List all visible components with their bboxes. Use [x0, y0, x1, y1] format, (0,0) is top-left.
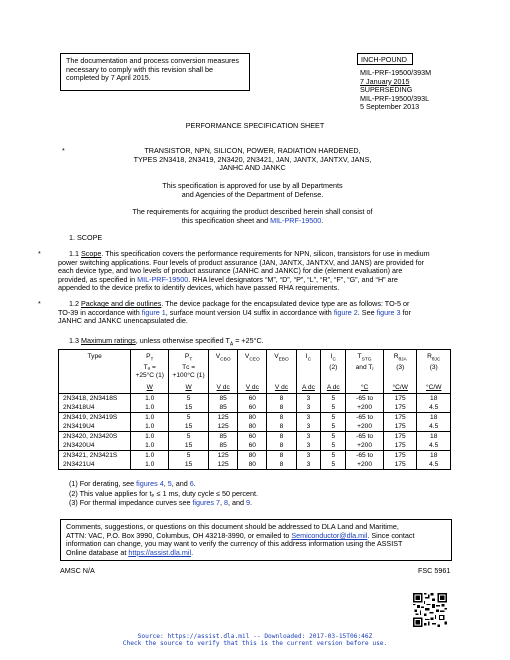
- unit-label: W: [146, 384, 153, 392]
- table-cell: 15: [169, 403, 209, 413]
- comments-line-2: ATTN: VAC, P.O. Box 3990, Columbus, OH 43218-3990, or emailed to: [66, 530, 292, 540]
- table-cell: 125: [209, 422, 238, 432]
- table-cell: 18: [417, 451, 451, 461]
- header-subscript: C: [332, 357, 336, 363]
- table-cell: 3: [296, 422, 321, 432]
- table-row: [59, 451, 451, 461]
- figure-1-link[interactable]: figure 1: [141, 307, 166, 317]
- table-cell: +200: [346, 403, 384, 413]
- header-main: P: [184, 353, 190, 360]
- p13-end: = +25°C.: [233, 336, 264, 345]
- p13-text: , unless otherwise specified T: [135, 336, 230, 345]
- table-cell: 80: [238, 413, 267, 423]
- table-cell: 4.5: [417, 460, 451, 470]
- table-cell: 175: [383, 403, 416, 413]
- table-cell: 1.0: [131, 432, 169, 442]
- comments-line-2b: . Since contact: [367, 530, 415, 540]
- inch-pound-label: INCH-POUND: [361, 55, 407, 64]
- table-cell: 18: [417, 394, 451, 404]
- unit-cell: [383, 383, 416, 394]
- header-main: I: [305, 353, 308, 360]
- unit-cell: [131, 383, 169, 394]
- header-detail: +100°C (1): [172, 371, 205, 379]
- header-subscript: C: [307, 357, 312, 363]
- document-id-block: [360, 69, 431, 112]
- table-header-row: [59, 350, 451, 384]
- amsc-label: AMSC N/A: [60, 566, 95, 575]
- unit-cell: [417, 383, 451, 394]
- table-cell: 80: [238, 451, 267, 461]
- p12-line-2b: , surface mount version U4 suffix in accordance with: [165, 307, 334, 317]
- unit-cell: [209, 383, 238, 394]
- table-cell: 60: [238, 441, 267, 451]
- comments-line-3: information can change, you may want to verify the currency of this address information using the ASSIST: [66, 539, 403, 549]
- header-main: R: [427, 353, 432, 360]
- table-cell: 1.0: [131, 394, 169, 404]
- note-1-sep: ,: [163, 479, 168, 488]
- approval-line-2: and Agencies of the Department of Defense.: [181, 189, 324, 199]
- header-subscript: θJA: [398, 357, 407, 363]
- paragraph-1-2: [58, 300, 458, 326]
- table-cell: 5: [321, 441, 346, 451]
- column-header: [321, 350, 346, 384]
- p12-title: Package and die outlines: [81, 299, 162, 308]
- header-main: V: [215, 353, 221, 360]
- table-cell: 15: [169, 441, 209, 451]
- header-main: V: [244, 353, 250, 360]
- header-main: T: [357, 353, 362, 360]
- unit-cell: [296, 383, 321, 394]
- header-main: P: [146, 353, 151, 360]
- table-cell: 125: [209, 413, 238, 423]
- table-cell: 15: [169, 422, 209, 432]
- unit-label: °C: [360, 384, 369, 392]
- table-cell: 5: [321, 403, 346, 413]
- table-cell: 8: [267, 422, 296, 432]
- p11-mil-prf-link[interactable]: MIL-PRF-19500: [137, 274, 189, 284]
- table-cell: 175: [383, 413, 416, 423]
- column-header: [296, 350, 321, 384]
- page-title: PERFORMANCE SPECIFICATION SHEET: [185, 121, 325, 130]
- paragraph-1-1: [58, 250, 458, 293]
- unit-label: W: [185, 384, 192, 392]
- p12-line-1: . The device package for the encapsulated device type are as follows: TO-5 or: [161, 299, 410, 308]
- table-cell: 175: [383, 451, 416, 461]
- note-3: (3) For thermal impedance curves see: [69, 498, 193, 508]
- p11-line-5: appended to the device prefix to identify devices, which have passed RHA requirements.: [58, 283, 340, 293]
- assist-url-link[interactable]: https://assist.dla.mil: [128, 547, 192, 557]
- table-cell: 85: [209, 432, 238, 442]
- table-cell: -65 to: [346, 413, 384, 423]
- p13-subscript: A: [229, 341, 234, 348]
- table-cell: 1.0: [131, 451, 169, 461]
- header-detail: and Tⱼ: [355, 363, 374, 371]
- unit-cell: [238, 383, 267, 394]
- table-cell: 125: [209, 460, 238, 470]
- table-cell: 1.0: [131, 441, 169, 451]
- table-row: [59, 432, 451, 442]
- header-detail: Tₐ =: [143, 363, 156, 371]
- header-subscript: EBO: [278, 357, 289, 363]
- comments-box: [60, 519, 452, 561]
- scope-heading: 1. SCOPE: [69, 233, 103, 242]
- unit-cell: [169, 383, 209, 394]
- table-cell: 3: [296, 432, 321, 442]
- subject-line-3: JANHC AND JANKC: [219, 163, 286, 173]
- column-header: [383, 350, 416, 384]
- requirements-line-2: [80, 217, 425, 226]
- table-row: [59, 413, 451, 423]
- revision-note-box: [60, 53, 250, 91]
- header-main: V: [274, 353, 279, 360]
- table-cell: 8: [267, 413, 296, 423]
- unit-label: °C/W: [425, 384, 442, 392]
- table-cell: -65 to: [346, 432, 384, 442]
- table-cell: +200: [346, 422, 384, 432]
- table-cell: 1.0: [131, 413, 169, 423]
- change-asterisk: *: [38, 249, 41, 258]
- table-cell: +200: [346, 441, 384, 451]
- table-cell: 4.5: [417, 422, 451, 432]
- header-detail: (2): [329, 363, 338, 371]
- column-header: [267, 350, 296, 384]
- email-link[interactable]: Semiconductor@dla.mil: [291, 530, 368, 540]
- table-cell: 8: [267, 441, 296, 451]
- unit-cell: [321, 383, 346, 394]
- table-cell: 5: [321, 394, 346, 404]
- note-3-end: .: [250, 498, 252, 508]
- table-cell: 8: [267, 394, 296, 404]
- footer-line-2: Check the source to verify that this is the current version before use.: [122, 640, 388, 647]
- column-header: [209, 350, 238, 384]
- table-cell: 18: [417, 432, 451, 442]
- table-row: [59, 403, 451, 413]
- download-footer: [0, 633, 510, 647]
- table-cell: 5: [169, 413, 209, 423]
- p12-line-3: JANHC and JANKC unencapsulated die.: [58, 316, 188, 326]
- table-cell: 2N3421U4: [59, 460, 131, 470]
- table-cell: 2N3419U4: [59, 422, 131, 432]
- table-cell: 5: [169, 432, 209, 442]
- table-cell: 3: [296, 441, 321, 451]
- table-cell: 85: [209, 441, 238, 451]
- figure-2-link[interactable]: figure 2: [333, 307, 358, 317]
- requirements-line-1: The requirements for acquiring the product described herein shall consist of: [132, 207, 373, 216]
- table-cell: 2N3420, 2N3420S: [59, 432, 131, 442]
- column-header: [169, 350, 209, 384]
- unit-label: °C/W: [392, 384, 408, 392]
- header-subscript: θJC: [431, 357, 441, 363]
- table-notes: [69, 480, 258, 508]
- table-cell: 1.0: [131, 403, 169, 413]
- table-cell: 3: [296, 403, 321, 413]
- table-cell: 175: [383, 441, 416, 451]
- table-cell: 8: [267, 451, 296, 461]
- table-cell: -65 to: [346, 394, 384, 404]
- doc-id: MIL-PRF-19500/393M: [360, 68, 432, 77]
- p13-title: Maximum ratings: [81, 336, 136, 345]
- unit-cell: [346, 383, 384, 394]
- maximum-ratings-table: [58, 349, 451, 470]
- superseding-label: SUPERSEDING: [360, 85, 413, 95]
- figure-6-link[interactable]: 6: [189, 479, 194, 488]
- unit-label: V dc: [245, 384, 259, 392]
- table-cell: 80: [238, 422, 267, 432]
- header-subscript: T: [189, 357, 193, 363]
- p12-line-2c: . See: [357, 307, 377, 317]
- table-row: [59, 422, 451, 432]
- table-cell: 5: [321, 413, 346, 423]
- comments-line-1: Comments, suggestions, or questions on this document should be addressed to DLA Land and Maritime,: [66, 522, 399, 531]
- note-1: (1) For derating, see: [69, 479, 137, 488]
- figure-5-link[interactable]: 5: [167, 479, 172, 488]
- note-1-end: .: [193, 479, 196, 488]
- footer-line-1: Source: https://assist.dla.mil -- Downloaded: 2017-03-15T06:46Z: [137, 633, 373, 640]
- old-doc-date: 5 September 2013: [360, 102, 420, 112]
- change-asterisk: *: [62, 146, 65, 155]
- figure-7-link[interactable]: figures 7: [192, 498, 221, 508]
- p11-line-4: provided, as specified in: [58, 274, 138, 284]
- table-cell: 1.0: [131, 460, 169, 470]
- p11-line-3: each device type, and two levels of product assurance (JANHC and JANKC) for die (element evaluation) are: [58, 266, 403, 276]
- figure-8-link[interactable]: 8: [224, 498, 229, 508]
- table-cell: 4.5: [417, 403, 451, 413]
- table-cell: 2N3418, 2N3418S: [59, 394, 131, 404]
- unit-cell: [59, 383, 131, 394]
- column-header: [131, 350, 169, 384]
- p11-line-1: . This specification covers the performance requirements for NPN, silicon, transistors for use in medium: [101, 249, 430, 258]
- table-cell: 5: [169, 451, 209, 461]
- header-main: R: [393, 353, 399, 360]
- table-cell: 60: [238, 403, 267, 413]
- table-cell: 175: [383, 460, 416, 470]
- figure-3-link[interactable]: figure 3: [376, 307, 401, 317]
- subject-line-2: TYPES 2N3418, 2N3419, 2N3420, 2N3421, JAN, JANTX, JANTXV, JANS,: [133, 154, 372, 164]
- change-asterisk: *: [38, 299, 41, 308]
- approval-line-1: This specification is approved for use by all Departments: [162, 181, 343, 190]
- column-header: [59, 350, 131, 384]
- requirements-end: .: [321, 215, 324, 225]
- p11-number: 1.1: [69, 249, 81, 258]
- table-row: [59, 441, 451, 451]
- header-subscript: STG: [361, 357, 372, 363]
- table-cell: 60: [238, 432, 267, 442]
- unit-cell: [267, 383, 296, 394]
- p12-number: 1.2: [69, 299, 81, 308]
- unit-label: A dc: [302, 384, 315, 392]
- p12-line-2a: TO-39 in accordance with: [58, 307, 142, 317]
- unit-label: V dc: [274, 384, 289, 392]
- table-cell: 2N3420U4: [59, 441, 131, 451]
- table-cell: 8: [267, 460, 296, 470]
- table-cell: 2N3419, 2N3419S: [59, 413, 131, 423]
- qr-code-icon: [413, 593, 447, 627]
- p11-line-2: power switching applications. Four levels of product assurance (JAN, JANTX, JANTXV, and JANS) are provided for: [58, 257, 425, 267]
- table-cell: 3: [296, 460, 321, 470]
- doc-date: 7 January 2015: [360, 76, 410, 86]
- p12-line-2d: for: [400, 307, 411, 317]
- comments-line-4b: .: [191, 547, 194, 557]
- table-cell: 85: [209, 394, 238, 404]
- table-units-row: [59, 383, 451, 394]
- table-cell: 4.5: [417, 441, 451, 451]
- column-header: [346, 350, 384, 384]
- inch-pound-box: [357, 53, 413, 65]
- table-cell: 5: [321, 422, 346, 432]
- table-cell: 175: [383, 422, 416, 432]
- approval-block: [80, 182, 425, 199]
- header-detail: (3): [396, 363, 405, 371]
- revision-note-text: The documentation and process conversion measures necessary to comply with this revision shall be completed by 7 April 2015.: [66, 56, 239, 83]
- table-cell: 8: [267, 432, 296, 442]
- header-subscript: T: [150, 357, 154, 363]
- paragraph-1-3: [69, 337, 264, 349]
- table-row: [59, 460, 451, 470]
- table-cell: 18: [417, 413, 451, 423]
- subject-block: [80, 147, 425, 173]
- table-row: [59, 394, 451, 404]
- subject-line-1: TRANSISTOR, NPN, SILICON, POWER, RADIATION HARDENED,: [144, 146, 361, 155]
- column-header: [238, 350, 267, 384]
- table-cell: -65 to: [346, 451, 384, 461]
- note-3-sep2: , and: [228, 498, 246, 508]
- table-cell: 3: [296, 394, 321, 404]
- table-cell: 2N3421, 2N3421S: [59, 451, 131, 461]
- table-cell: 5: [321, 451, 346, 461]
- note-2: (2) This value applies for tₚ ≤ 1 ms, duty cycle ≤ 50 percent.: [69, 488, 259, 498]
- header-detail: +25°C (1): [135, 371, 164, 379]
- table-cell: 8: [267, 403, 296, 413]
- table-cell: 15: [169, 460, 209, 470]
- column-header: [417, 350, 451, 384]
- table-cell: 125: [209, 451, 238, 461]
- unit-label: V dc: [216, 384, 230, 392]
- table-cell: 85: [209, 403, 238, 413]
- header-main: Type: [87, 353, 102, 360]
- old-doc-id: MIL-PRF-19500/393L: [360, 93, 430, 103]
- fsc-label: FSC 5961: [418, 566, 451, 575]
- table-cell: 3: [296, 413, 321, 423]
- requirements-block: [80, 208, 425, 225]
- header-main: I: [330, 353, 333, 360]
- p11-line-4b: . RHA level designators “M”, “D”, “P”, “L”, “R”, “F”, “G”, and “H” are: [188, 274, 398, 284]
- table-cell: 5: [321, 432, 346, 442]
- table-cell: 3: [296, 451, 321, 461]
- header-subscript: CBO: [220, 357, 231, 363]
- header-detail: Tᴄ =: [182, 363, 196, 371]
- unit-label: A dc: [326, 384, 340, 392]
- table-cell: 2N3418U4: [59, 403, 131, 413]
- table-cell: 5: [169, 394, 209, 404]
- p13-number: 1.3: [69, 336, 81, 345]
- header-subscript: CEO: [249, 357, 260, 363]
- table-cell: 60: [238, 394, 267, 404]
- requirements-text: this specification sheet and: [181, 215, 271, 225]
- header-detail: (3): [429, 363, 438, 371]
- p11-title: Scope: [81, 249, 102, 258]
- table-cell: +200: [346, 460, 384, 470]
- table-cell: 1.0: [131, 422, 169, 432]
- figure-4-link[interactable]: figures 4: [136, 479, 164, 488]
- table-cell: 175: [383, 394, 416, 404]
- note-3-sep: ,: [220, 498, 225, 508]
- comments-line-4: Online database at: [66, 547, 129, 557]
- table-cell: 5: [321, 460, 346, 470]
- table-cell: 80: [238, 460, 267, 470]
- note-1-sep2: , and: [171, 479, 190, 488]
- table-cell: 175: [383, 432, 416, 442]
- mil-prf-link[interactable]: MIL-PRF-19500: [270, 215, 322, 225]
- figure-9-link[interactable]: 9: [246, 498, 250, 508]
